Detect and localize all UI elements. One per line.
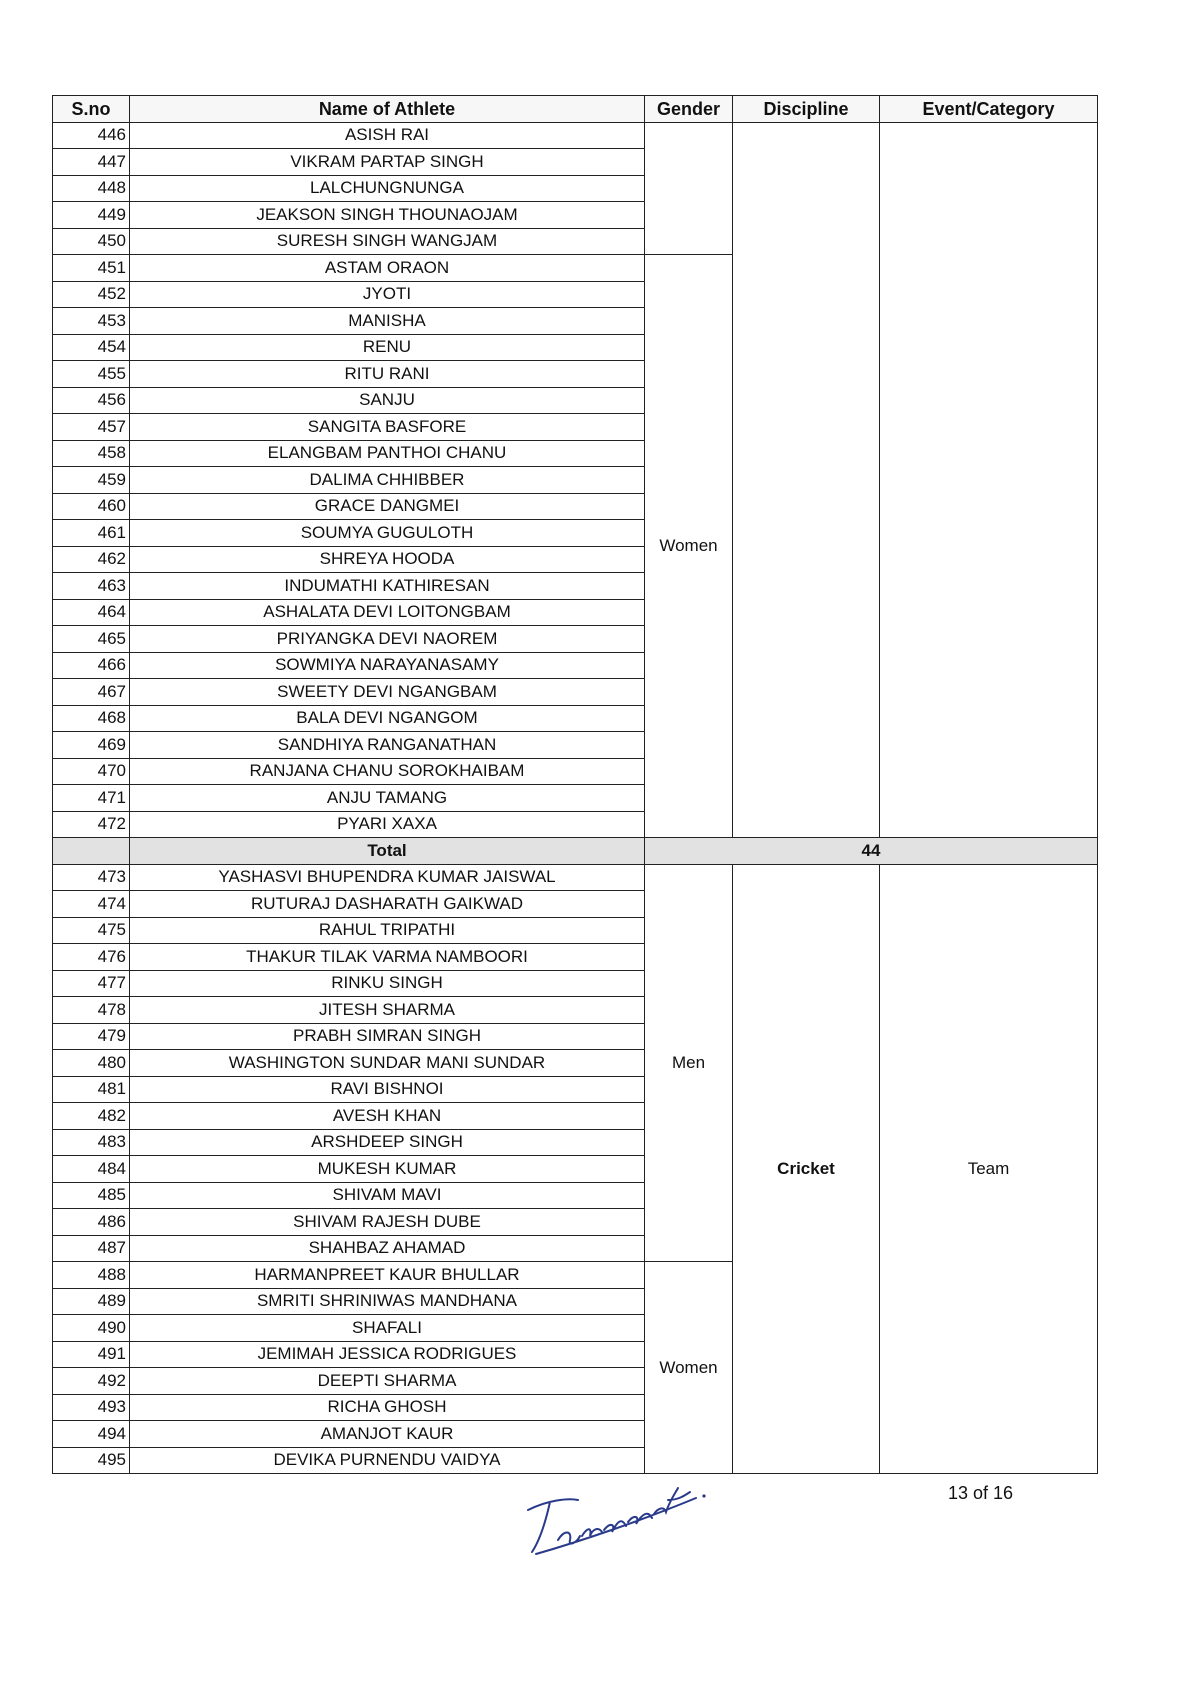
athlete-name-cell: MUKESH KUMAR	[130, 1156, 645, 1183]
athlete-name-cell: DALIMA CHHIBBER	[130, 467, 645, 494]
event-cell: Team	[880, 864, 1098, 1474]
athlete-name-cell: SANJU	[130, 387, 645, 414]
athlete-name-cell: RITU RANI	[130, 361, 645, 388]
sno-cell: 470	[53, 758, 130, 785]
sno-cell: 483	[53, 1129, 130, 1156]
athlete-table	[52, 95, 1098, 1474]
athlete-name-cell: RAHUL TRIPATHI	[130, 917, 645, 944]
header-gender: Gender	[645, 96, 733, 123]
total-value: 44	[645, 838, 1098, 865]
total-row	[53, 838, 1098, 865]
athlete-name-cell: SHIVAM MAVI	[130, 1182, 645, 1209]
sno-cell: 461	[53, 520, 130, 547]
gender-cell: Men	[645, 864, 733, 1262]
sno-cell: 485	[53, 1182, 130, 1209]
athlete-name-cell: AVESH KHAN	[130, 1103, 645, 1130]
athlete-name-cell: RAVI BISHNOI	[130, 1076, 645, 1103]
table-row	[53, 122, 1098, 149]
athlete-name-cell: JEAKSON SINGH THOUNAOJAM	[130, 202, 645, 229]
sno-cell: 468	[53, 705, 130, 732]
athlete-name-cell: SURESH SINGH WANGJAM	[130, 228, 645, 255]
header-sno: S.no	[53, 96, 130, 123]
sno-cell: 451	[53, 255, 130, 282]
athlete-name-cell: HARMANPREET KAUR BHULLAR	[130, 1262, 645, 1289]
sno-cell: 448	[53, 175, 130, 202]
athlete-name-cell: PRABH SIMRAN SINGH	[130, 1023, 645, 1050]
athlete-name-cell: JEMIMAH JESSICA RODRIGUES	[130, 1341, 645, 1368]
sno-cell: 480	[53, 1050, 130, 1077]
sno-cell: 479	[53, 1023, 130, 1050]
sno-cell: 467	[53, 679, 130, 706]
sno-cell: 455	[53, 361, 130, 388]
sno-cell: 484	[53, 1156, 130, 1183]
sno-cell: 494	[53, 1421, 130, 1448]
athlete-name-cell: INDUMATHI KATHIRESAN	[130, 573, 645, 600]
sno-cell: 447	[53, 149, 130, 176]
sno-cell: 454	[53, 334, 130, 361]
event-cell	[880, 122, 1098, 838]
sno-cell: 473	[53, 864, 130, 891]
sno-cell: 452	[53, 281, 130, 308]
athlete-name-cell: BALA DEVI NGANGOM	[130, 705, 645, 732]
signature-image	[518, 1470, 718, 1560]
sno-cell: 460	[53, 493, 130, 520]
athlete-name-cell: THAKUR TILAK VARMA NAMBOORI	[130, 944, 645, 971]
athlete-name-cell: PYARI XAXA	[130, 811, 645, 838]
athlete-name-cell: DEVIKA PURNENDU VAIDYA	[130, 1447, 645, 1474]
athlete-name-cell: RINKU SINGH	[130, 970, 645, 997]
sno-cell: 450	[53, 228, 130, 255]
athlete-name-cell: JYOTI	[130, 281, 645, 308]
athlete-name-cell: SANDHIYA RANGANATHAN	[130, 732, 645, 759]
athlete-name-cell: ELANGBAM PANTHOI CHANU	[130, 440, 645, 467]
sno-cell: 453	[53, 308, 130, 335]
sno-cell: 490	[53, 1315, 130, 1342]
sno-cell: 463	[53, 573, 130, 600]
sno-cell: 466	[53, 652, 130, 679]
table-header-row	[53, 96, 1098, 123]
gender-cell	[645, 122, 733, 255]
athlete-name-cell: SHIVAM RAJESH DUBE	[130, 1209, 645, 1236]
sno-cell: 491	[53, 1341, 130, 1368]
athlete-name-cell: LALCHUNGNUNGA	[130, 175, 645, 202]
sno-cell: 457	[53, 414, 130, 441]
table-row	[53, 864, 1098, 891]
sno-cell: 446	[53, 122, 130, 149]
sno-cell: 456	[53, 387, 130, 414]
sno-cell: 478	[53, 997, 130, 1024]
sno-cell: 458	[53, 440, 130, 467]
sno-cell: 476	[53, 944, 130, 971]
athlete-name-cell: RENU	[130, 334, 645, 361]
total-blank-cell	[53, 838, 130, 865]
athlete-name-cell: WASHINGTON SUNDAR MANI SUNDAR	[130, 1050, 645, 1077]
athlete-name-cell: SOUMYA GUGULOTH	[130, 520, 645, 547]
athlete-name-cell: VIKRAM PARTAP SINGH	[130, 149, 645, 176]
total-label: Total	[130, 838, 645, 865]
athlete-name-cell: MANISHA	[130, 308, 645, 335]
gender-cell: Women	[645, 255, 733, 838]
athlete-name-cell: SANGITA BASFORE	[130, 414, 645, 441]
header-discipline: Discipline	[733, 96, 880, 123]
sno-cell: 475	[53, 917, 130, 944]
athlete-name-cell: GRACE DANGMEI	[130, 493, 645, 520]
sno-cell: 474	[53, 891, 130, 918]
athlete-name-cell: RICHA GHOSH	[130, 1394, 645, 1421]
sno-cell: 488	[53, 1262, 130, 1289]
sno-cell: 492	[53, 1368, 130, 1395]
sno-cell: 489	[53, 1288, 130, 1315]
page-number: 13 of 16	[948, 1483, 1014, 1503]
athlete-name-cell: ASISH RAI	[130, 122, 645, 149]
sno-cell: 482	[53, 1103, 130, 1130]
athlete-name-cell: SOWMIYA NARAYANASAMY	[130, 652, 645, 679]
athlete-name-cell: SHAHBAZ AHAMAD	[130, 1235, 645, 1262]
athlete-name-cell: RANJANA CHANU SOROKHAIBAM	[130, 758, 645, 785]
header-name: Name of Athlete	[130, 96, 645, 123]
sno-cell: 459	[53, 467, 130, 494]
athlete-name-cell: PRIYANGKA DEVI NAOREM	[130, 626, 645, 653]
sno-cell: 486	[53, 1209, 130, 1236]
athlete-name-cell: SMRITI SHRINIWAS MANDHANA	[130, 1288, 645, 1315]
athlete-name-cell: YASHASVI BHUPENDRA KUMAR JAISWAL	[130, 864, 645, 891]
athlete-name-cell: DEEPTI SHARMA	[130, 1368, 645, 1395]
athlete-name-cell: SWEETY DEVI NGANGBAM	[130, 679, 645, 706]
athlete-name-cell: SHREYA HOODA	[130, 546, 645, 573]
sno-cell: 472	[53, 811, 130, 838]
sno-cell: 493	[53, 1394, 130, 1421]
athlete-name-cell: RUTURAJ DASHARATH GAIKWAD	[130, 891, 645, 918]
discipline-cell	[733, 122, 880, 838]
athlete-name-cell: AMANJOT KAUR	[130, 1421, 645, 1448]
sno-cell: 487	[53, 1235, 130, 1262]
sno-cell: 471	[53, 785, 130, 812]
sno-cell: 449	[53, 202, 130, 229]
athlete-name-cell: ASTAM ORAON	[130, 255, 645, 282]
athlete-name-cell: JITESH SHARMA	[130, 997, 645, 1024]
discipline-cell: Cricket	[733, 864, 880, 1474]
athlete-name-cell: ARSHDEEP SINGH	[130, 1129, 645, 1156]
sno-cell: 477	[53, 970, 130, 997]
athlete-name-cell: ANJU TAMANG	[130, 785, 645, 812]
table-body	[53, 122, 1098, 1474]
sno-cell: 495	[53, 1447, 130, 1474]
sno-cell: 465	[53, 626, 130, 653]
athlete-name-cell: ASHALATA DEVI LOITONGBAM	[130, 599, 645, 626]
sno-cell: 464	[53, 599, 130, 626]
sno-cell: 481	[53, 1076, 130, 1103]
sno-cell: 462	[53, 546, 130, 573]
sno-cell: 469	[53, 732, 130, 759]
header-event: Event/Category	[880, 96, 1098, 123]
gender-cell: Women	[645, 1262, 733, 1474]
athlete-name-cell: SHAFALI	[130, 1315, 645, 1342]
